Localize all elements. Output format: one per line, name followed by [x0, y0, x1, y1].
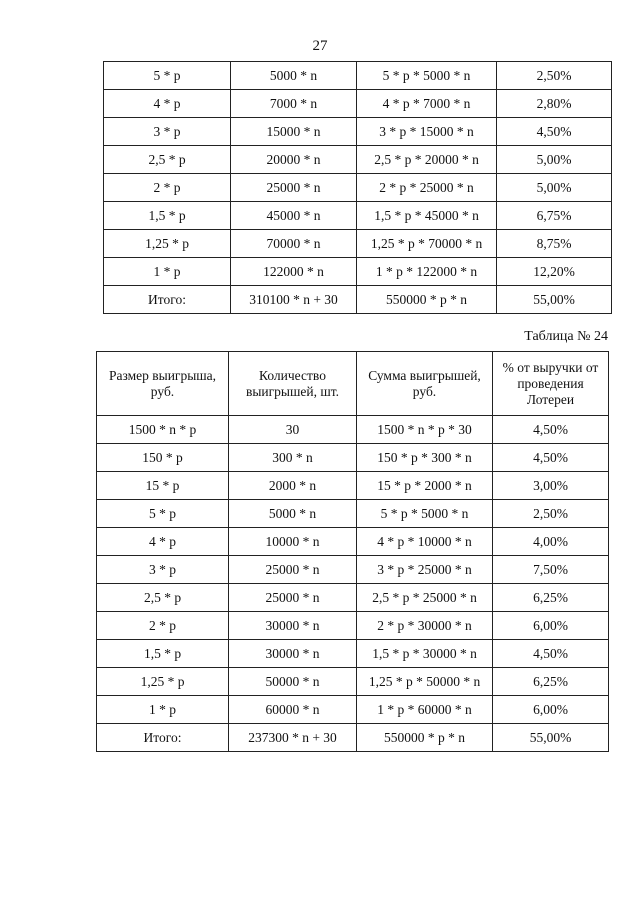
table-row	[104, 118, 612, 146]
cell-revenue-percent: 8,75%	[497, 230, 612, 258]
cell-prize-sum: 4 * p * 7000 * n	[357, 90, 497, 118]
cell-prize-count: 25000 * n	[229, 556, 357, 584]
table-row	[104, 146, 612, 174]
cell-prize-count: 25000 * n	[229, 584, 357, 612]
cell-prize-count: 10000 * n	[229, 528, 357, 556]
table-row	[97, 444, 609, 472]
cell-prize-sum: 5 * p * 5000 * n	[357, 62, 497, 90]
cell-revenue-percent: 6,00%	[493, 696, 609, 724]
table-row	[97, 696, 609, 724]
cell-prize-size: Итого:	[104, 286, 231, 314]
cell-prize-count: 5000 * n	[231, 62, 357, 90]
cell-prize-count: 30000 * n	[229, 612, 357, 640]
cell-prize-size: 1,5 * p	[97, 640, 229, 668]
cell-prize-size: 2,5 * p	[97, 584, 229, 612]
table-row	[97, 472, 609, 500]
cell-prize-sum: 550000 * p * n	[357, 286, 497, 314]
cell-prize-count: 50000 * n	[229, 668, 357, 696]
table-row	[97, 640, 609, 668]
table-row	[104, 230, 612, 258]
cell-prize-sum: 2 * p * 25000 * n	[357, 174, 497, 202]
cell-prize-sum: 3 * p * 25000 * n	[357, 556, 493, 584]
cell-revenue-percent: 2,80%	[497, 90, 612, 118]
cell-prize-size: 3 * p	[97, 556, 229, 584]
cell-prize-count: 70000 * n	[231, 230, 357, 258]
cell-prize-size: 1,25 * p	[97, 668, 229, 696]
cell-prize-sum: 550000 * p * n	[357, 724, 493, 752]
cell-revenue-percent: 4,50%	[493, 416, 609, 444]
prize-table-continued	[103, 61, 612, 314]
cell-prize-size: 2 * p	[104, 174, 231, 202]
header-prize-size: Размер выигрыша, руб.	[97, 352, 229, 416]
cell-prize-size: 1,25 * p	[104, 230, 231, 258]
cell-prize-count: 300 * n	[229, 444, 357, 472]
header-revenue-percent: % от выручки от проведения Лотереи	[493, 352, 609, 416]
table-row	[97, 724, 609, 752]
cell-prize-size: 4 * p	[104, 90, 231, 118]
header-prize-count: Количество выигрышей, шт.	[229, 352, 357, 416]
table-row	[97, 612, 609, 640]
cell-prize-count: 25000 * n	[231, 174, 357, 202]
header-prize-sum: Сумма выигрышей, руб.	[357, 352, 493, 416]
cell-prize-count: 5000 * n	[229, 500, 357, 528]
cell-prize-size: 5 * p	[97, 500, 229, 528]
table-row	[104, 258, 612, 286]
table-row	[97, 500, 609, 528]
cell-prize-count: 30000 * n	[229, 640, 357, 668]
table-row	[104, 90, 612, 118]
table-row	[104, 62, 612, 90]
cell-prize-sum: 2,5 * p * 20000 * n	[357, 146, 497, 174]
cell-prize-count: 30	[229, 416, 357, 444]
page-number: 27	[312, 38, 328, 54]
cell-revenue-percent: 6,75%	[497, 202, 612, 230]
cell-revenue-percent: 55,00%	[493, 724, 609, 752]
cell-prize-size: 1 * p	[104, 258, 231, 286]
cell-prize-count: 15000 * n	[231, 118, 357, 146]
table-row	[104, 174, 612, 202]
cell-prize-sum: 2 * p * 30000 * n	[357, 612, 493, 640]
cell-prize-size: 2 * p	[97, 612, 229, 640]
cell-prize-sum: 1 * p * 60000 * n	[357, 696, 493, 724]
cell-revenue-percent: 6,25%	[493, 584, 609, 612]
cell-prize-size: Итого:	[97, 724, 229, 752]
cell-revenue-percent: 2,50%	[493, 500, 609, 528]
cell-revenue-percent: 6,25%	[493, 668, 609, 696]
cell-revenue-percent: 4,50%	[497, 118, 612, 146]
cell-prize-sum: 150 * p * 300 * n	[357, 444, 493, 472]
cell-prize-count: 122000 * n	[231, 258, 357, 286]
table-row	[97, 528, 609, 556]
table-row	[97, 416, 609, 444]
cell-prize-size: 5 * p	[104, 62, 231, 90]
cell-prize-sum: 1,25 * p * 70000 * n	[357, 230, 497, 258]
cell-prize-count: 45000 * n	[231, 202, 357, 230]
prize-table-continued-body	[104, 62, 612, 314]
table-row	[97, 668, 609, 696]
cell-revenue-percent: 55,00%	[497, 286, 612, 314]
cell-prize-size: 1,5 * p	[104, 202, 231, 230]
cell-prize-count: 310100 * n + 30	[231, 286, 357, 314]
cell-prize-size: 1 * p	[97, 696, 229, 724]
cell-prize-sum: 2,5 * p * 25000 * n	[357, 584, 493, 612]
cell-prize-count: 7000 * n	[231, 90, 357, 118]
cell-prize-sum: 15 * p * 2000 * n	[357, 472, 493, 500]
table-row	[104, 286, 612, 314]
table-caption: Таблица № 24	[524, 329, 608, 344]
cell-revenue-percent: 7,50%	[493, 556, 609, 584]
cell-revenue-percent: 4,50%	[493, 444, 609, 472]
cell-prize-count: 237300 * n + 30	[229, 724, 357, 752]
cell-revenue-percent: 5,00%	[497, 174, 612, 202]
cell-prize-size: 3 * p	[104, 118, 231, 146]
cell-prize-sum: 1,5 * p * 30000 * n	[357, 640, 493, 668]
cell-revenue-percent: 5,00%	[497, 146, 612, 174]
table-row	[97, 556, 609, 584]
prize-table-24	[96, 351, 609, 752]
cell-prize-sum: 4 * p * 10000 * n	[357, 528, 493, 556]
cell-prize-sum: 1,25 * p * 50000 * n	[357, 668, 493, 696]
cell-prize-count: 20000 * n	[231, 146, 357, 174]
table-header-row	[97, 352, 609, 416]
cell-revenue-percent: 4,00%	[493, 528, 609, 556]
cell-prize-sum: 1500 * n * p * 30	[357, 416, 493, 444]
cell-prize-sum: 3 * p * 15000 * n	[357, 118, 497, 146]
cell-revenue-percent: 12,20%	[497, 258, 612, 286]
cell-revenue-percent: 2,50%	[497, 62, 612, 90]
table-row	[97, 584, 609, 612]
cell-prize-count: 60000 * n	[229, 696, 357, 724]
cell-prize-size: 4 * p	[97, 528, 229, 556]
cell-prize-sum: 5 * p * 5000 * n	[357, 500, 493, 528]
cell-prize-size: 1500 * n * p	[97, 416, 229, 444]
cell-revenue-percent: 6,00%	[493, 612, 609, 640]
cell-prize-count: 2000 * n	[229, 472, 357, 500]
cell-revenue-percent: 3,00%	[493, 472, 609, 500]
cell-prize-size: 15 * p	[97, 472, 229, 500]
table-row	[104, 202, 612, 230]
cell-prize-sum: 1,5 * p * 45000 * n	[357, 202, 497, 230]
cell-prize-size: 150 * p	[97, 444, 229, 472]
prize-table-24-body	[97, 416, 609, 752]
cell-prize-sum: 1 * p * 122000 * n	[357, 258, 497, 286]
cell-revenue-percent: 4,50%	[493, 640, 609, 668]
cell-prize-size: 2,5 * p	[104, 146, 231, 174]
